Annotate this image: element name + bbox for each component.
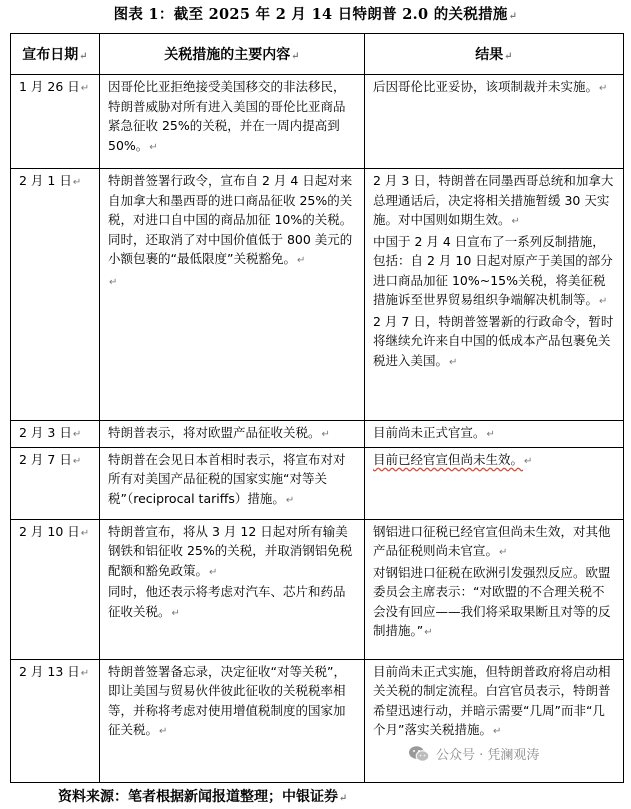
empty-paragraph [108, 271, 356, 293]
page-title [0, 3, 631, 24]
date-text: 2 月 1 日 [19, 173, 72, 188]
result-cell [365, 447, 624, 519]
measures-text: 因哥伦比亚拒绝接受美国移交的非法移民，特朗普威胁对所有进入美国的哥伦比亚商品紧急征收 25%的关税，并在一周内提高到 50%。 [108, 79, 346, 153]
result-cell [365, 169, 624, 421]
date-text: 1 月 26 日 [19, 79, 80, 94]
result-paragraph [373, 450, 615, 472]
return-mark-icon: ↵ [486, 429, 495, 440]
return-mark-icon: ↵ [511, 216, 520, 227]
date-text: 2 月 10 日 [19, 523, 80, 539]
result-text: 2 月 7 日，特朗普签署新的行政命令，暂时将继续允许来自中国的低成本产品包裹免关税进入美国。 [373, 313, 614, 368]
result-paragraph [373, 662, 615, 742]
return-mark-icon: ↵ [209, 566, 218, 578]
date-text: 2 月 13 日 [19, 663, 80, 679]
result-text: 后因哥伦比亚妥协，该项制裁并未实施。 [373, 79, 599, 94]
watermark-text: 公众号 · 凭澜观涛 [436, 748, 540, 763]
column-header-date-label: 宣布日期 [22, 47, 79, 63]
result-text: 中国于 2 月 4 日宣布了一系列反制措施，包括：自 2 月 10 日起对原产于美国的部分进口商品加征 10%~15%关税，将美征税措施诉至世界贸易组织争端解决机制等。 [373, 233, 613, 307]
result-paragraph [373, 423, 615, 445]
title-text: 图表 1：截至 2025 年 2 月 14 日特朗普 2.0 的关税措施 [113, 6, 508, 23]
return-mark-icon: ↵ [424, 627, 433, 638]
date-cell [11, 169, 100, 421]
return-mark-icon: ↵ [80, 83, 90, 94]
column-header-result-label: 结果 [475, 47, 504, 63]
return-mark-icon: ↵ [339, 793, 348, 804]
date-cell [11, 659, 100, 782]
measures-cell [100, 519, 365, 659]
table-row [11, 169, 624, 421]
source-text: 资料来源：笔者根据新闻报道整理；中银证券 [58, 789, 338, 805]
return-mark-icon: ↵ [285, 494, 295, 506]
measures-cell [100, 421, 365, 448]
date-cell [11, 75, 100, 169]
return-mark-icon: ↵ [149, 141, 158, 153]
result-cell [365, 659, 624, 782]
result-paragraph [373, 522, 615, 563]
return-mark-icon: ↵ [79, 51, 88, 62]
result-text: 2 月 3 日，特朗普在同墨西哥总统和加拿大总理通话后，决定将相关措施暂缓 30 天实施。对中国则如期生效。 [373, 173, 614, 227]
return-mark-icon: ↵ [72, 455, 82, 467]
date-text: 2 月 7 日 [19, 451, 72, 467]
measures-text: 特朗普在会见日本首相时表示，将宣布对对所有对美国产品征税的国家实施“对等关税”（reciprocal tariffs）措施。 [108, 451, 346, 506]
date-cell [11, 519, 100, 659]
result-paragraph [373, 77, 615, 99]
measures-paragraph [108, 450, 356, 511]
measures-paragraph [108, 77, 356, 157]
measures-paragraph [108, 582, 356, 623]
date-cell [11, 447, 100, 519]
measures-cell [100, 447, 365, 519]
table-row [11, 421, 624, 448]
measures-cell [100, 169, 365, 421]
return-mark-icon: ↵ [109, 276, 118, 288]
source-note [58, 786, 347, 806]
measures-text: 特朗普签署备忘录，决定征收“对等关税”，即让美国与贸易伙伴彼此征收的关税税率相等，并称将考虑对使用增值税制度的国家加征关税。 [108, 663, 346, 737]
table-row [11, 75, 624, 169]
column-header-result [365, 34, 624, 75]
measures-text: 特朗普表示，将对欧盟产品征收关税。 [108, 425, 321, 440]
return-mark-icon: ↵ [291, 51, 300, 62]
measures-text: 特朗普宣布，将从 3 月 12 日起对所有输美钢铁和铝征收 25%的关税，并取消钢铝免税配额和豁免政策。 [108, 523, 353, 578]
result-paragraph [373, 171, 615, 232]
date-cell [11, 421, 100, 448]
measures-paragraph [108, 423, 356, 445]
result-text: 目前尚未正式官宣。 [373, 425, 486, 440]
column-header-measures-label: 关税措施的主要内容 [164, 47, 291, 63]
result-text: 目前已经官宣但尚未生效。 [373, 451, 524, 467]
table-header-row [11, 34, 624, 75]
return-mark-icon: ↵ [599, 83, 608, 94]
result-cell [365, 75, 624, 169]
column-header-date [11, 34, 100, 75]
return-mark-icon: ↵ [499, 547, 508, 558]
wechat-icon [408, 745, 430, 763]
tariff-table [10, 33, 624, 783]
return-mark-icon: ↵ [171, 607, 180, 619]
table-row [11, 519, 624, 659]
return-mark-icon: ↵ [524, 455, 533, 467]
return-mark-icon: ↵ [508, 11, 518, 22]
return-mark-icon: ↵ [72, 429, 82, 440]
measures-cell [100, 75, 365, 169]
column-header-measures [100, 34, 365, 75]
result-paragraph [373, 312, 615, 373]
measures-paragraph [108, 522, 356, 583]
measures-cell [100, 659, 365, 782]
watermark [408, 744, 539, 763]
return-mark-icon: ↵ [80, 667, 90, 679]
measures-paragraph [108, 662, 356, 742]
return-mark-icon: ↵ [72, 177, 82, 188]
return-mark-icon: ↵ [504, 51, 513, 62]
table-row [11, 659, 624, 782]
return-mark-icon: ↵ [80, 527, 90, 539]
result-paragraph [373, 232, 615, 312]
result-text: 钢铝进口征税已经官宣但尚未生效，对其他产品征税则尚未官宣。 [373, 523, 611, 558]
result-text: 对钢铝进口征税在欧洲引发强烈反应。欧盟委员会主席表示：“对欧盟的不合理关税不会没有回应——我们将采取果断且对等的反制措施。” [373, 564, 611, 638]
return-mark-icon: ↵ [159, 726, 168, 737]
return-mark-icon: ↵ [599, 296, 608, 307]
measures-text: 同时，他还表示将考虑对汽车、芯片和药品征收关税。 [108, 584, 346, 619]
result-cell [365, 519, 624, 659]
result-cell [365, 421, 624, 448]
return-mark-icon: ↵ [321, 429, 330, 440]
return-mark-icon: ↵ [492, 726, 502, 737]
table-row [11, 447, 624, 519]
result-paragraph [373, 563, 615, 643]
result-text: 目前尚未正式实施，但特朗普政府将启动相关关税的制定流程。白宫官员表示，特朗普希望迅速行动，并暗示需要“几周”而非“几个月”落实关税措施。 [373, 663, 611, 737]
return-mark-icon: ↵ [449, 356, 458, 368]
measures-paragraph [108, 171, 356, 271]
measures-text: 特朗普签署行政令，宣布自 2 月 4 日起对来自加拿大和墨西哥的进口商品征收 25%的关税，对进口自中国的商品加征 10%的关税。同时，还取消了对中国价值低于 800 美元的小额包裹的“最低限度”关税豁免。 [108, 173, 353, 266]
date-text: 2 月 3 日 [19, 425, 72, 440]
return-mark-icon: ↵ [296, 255, 306, 266]
